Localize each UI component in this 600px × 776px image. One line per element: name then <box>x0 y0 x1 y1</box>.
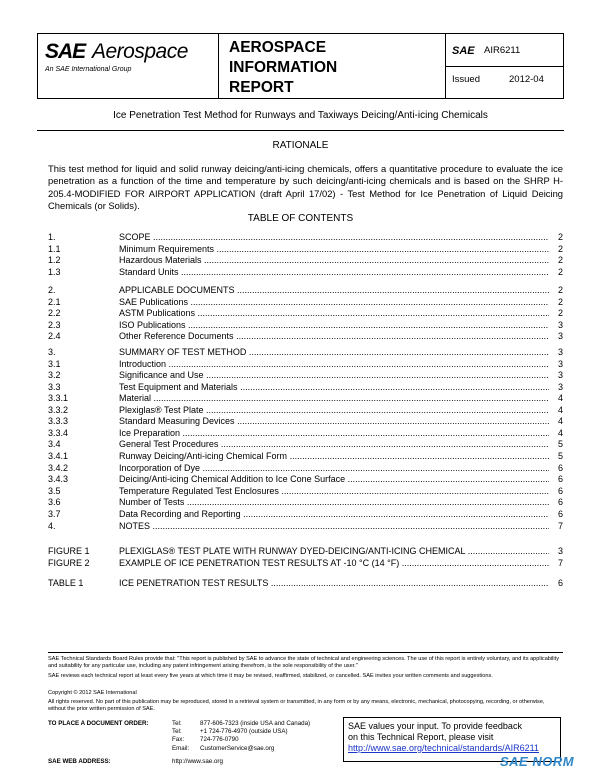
rationale-text: This test method for liquid and solid runway deicing/anti-icing chemicals, offers a quantitative procedure to evaluate the ice penetration as a function of the time and temperature by such deicing/anti-icing chemicals and is based on the SHRP H-205.4-MODIFIED FOR AIRPORT APPLICATION (draft April 17/02) - Test Method for Ice Penetration of Liquid Deicing Chemicals (or Solids). <box>48 163 563 211</box>
toc-page: 7 <box>557 521 563 531</box>
feedback-line-1: SAE values your input. To provide feedback <box>348 721 522 731</box>
tel-label: Tel: <box>172 720 182 727</box>
toc-number: 1.1 <box>48 243 61 254</box>
divider <box>37 130 564 131</box>
toc-title: Hazardous Materials ..... <box>119 254 549 266</box>
copyright: Copyright © 2012 SAE International <box>48 690 137 696</box>
toc-number: 3.5 <box>48 485 61 496</box>
toc-entry[interactable] <box>48 381 563 393</box>
toc-title: Temperature Regulated Test Enclosures ..... <box>119 485 549 497</box>
logo-subtitle: An SAE International Group <box>45 66 132 73</box>
order-label: TO PLACE A DOCUMENT ORDER: <box>48 720 149 727</box>
toc-page: 7 <box>557 557 563 568</box>
toc-page: 2 <box>557 243 563 254</box>
tel-inside: 877-606-7323 (inside USA and Canada) <box>200 720 311 727</box>
toc-entry[interactable] <box>48 358 563 370</box>
toc-title: Ice Preparation ..... <box>119 427 549 439</box>
toc-number: 3.1 <box>48 358 61 369</box>
web-address[interactable]: http://www.sae.org <box>172 758 223 765</box>
toc-number: 3.3.1 <box>48 393 69 404</box>
fax-number: 724-776-0790 <box>200 736 239 743</box>
toc-page: 3 <box>557 546 563 556</box>
toc-entry[interactable] <box>48 462 563 474</box>
toc-page: 3 <box>557 331 563 342</box>
toc-number: 3.3.2 <box>48 404 69 415</box>
feedback-line-2: on this Technical Report, please visit <box>348 732 494 742</box>
toc-number: 2.3 <box>48 319 61 330</box>
doc-info-cell <box>446 34 563 98</box>
doc-number: AIR6211 <box>484 45 521 56</box>
toc-number: 2.4 <box>48 331 61 342</box>
toc-page: 4 <box>557 416 563 427</box>
toc-entry[interactable] <box>48 508 563 520</box>
toc-number: 3.4 <box>48 439 61 450</box>
toc-page: 6 <box>557 508 563 519</box>
toc-entry[interactable] <box>48 254 563 266</box>
toc-title: Minimum Requirements ..... <box>119 243 549 255</box>
toc-number: TABLE 1 <box>48 578 84 588</box>
toc-page: 2 <box>557 285 563 295</box>
toc-entry[interactable] <box>48 520 563 532</box>
email-label: Email: <box>172 745 190 752</box>
toc-number: 3.3.4 <box>48 427 69 438</box>
toc-page: 2 <box>557 308 563 319</box>
toc-number: 3.2 <box>48 370 61 381</box>
toc-page: 2 <box>557 232 563 242</box>
rationale-heading: RATIONALE <box>272 140 329 151</box>
document-title: Ice Penetration Test Method for Runways and Taxiways Deicing/Anti-icing Chemicals <box>113 110 488 121</box>
toc-number: 3.3.3 <box>48 416 69 427</box>
sae-logo: SAE <box>45 40 86 63</box>
toc-number: 3. <box>48 347 56 357</box>
toc-page: 2 <box>557 255 563 266</box>
toc-title: Introduction ..... <box>119 358 549 370</box>
toc-entry[interactable] <box>48 450 563 462</box>
toc-page: 3 <box>557 347 563 357</box>
toc-number: 3.4.2 <box>48 462 69 473</box>
toc-page: 3 <box>557 319 563 330</box>
toc-entry[interactable] <box>48 496 563 508</box>
toc-entry[interactable] <box>48 330 563 342</box>
toc-title: EXAMPLE OF ICE PENETRATION TEST RESULTS AT -10 °C (14 °F) ..... <box>119 557 549 569</box>
toc-title: Material ..... <box>119 392 549 404</box>
toc-title: Plexiglas® Test Plate ..... <box>119 404 549 416</box>
toc-page: 4 <box>557 404 563 415</box>
board-rules: SAE Technical Standards Board Rules provide that: "This report is published by SAE to advance the state of technical and engineering sciences. The use of this report is entirely voluntary, and its applicability and suitability for any particular use, including any patent infringement arising therefrom, is the sole responsibility of the user." <box>48 656 559 669</box>
toc-page: 3 <box>557 370 563 381</box>
toc-number: 3.6 <box>48 497 61 508</box>
toc-heading: TABLE OF CONTENTS <box>247 213 354 224</box>
toc-title: ASTM Publications ..... <box>119 307 549 319</box>
toc-page: 2 <box>557 296 563 307</box>
review-notice: SAE reviews each technical report at least every five years at which time it may be revised, reaffirmed, stabilized, or cancelled. SAE invites your written comments and suggestions. <box>48 673 493 679</box>
toc-page: 5 <box>557 439 563 450</box>
toc-title: General Test Procedures ..... <box>119 438 549 450</box>
issued-date: 2012-04 <box>509 74 544 85</box>
toc-title: Other Reference Documents ..... <box>119 330 549 342</box>
toc-entry[interactable] <box>48 319 563 331</box>
toc-entry[interactable] <box>48 415 563 427</box>
toc-title: Number of Tests ..... <box>119 496 549 508</box>
toc-number: 1.3 <box>48 266 61 277</box>
toc-page: 3 <box>557 381 563 392</box>
toc-page: 4 <box>557 427 563 438</box>
toc-number: 3.4.3 <box>48 474 69 485</box>
toc-number: 3.3 <box>48 381 61 392</box>
toc-title: Data Recording and Reporting ..... <box>119 508 549 520</box>
toc-title: Standard Measuring Devices ..... <box>119 415 549 427</box>
toc-title: ICE PENETRATION TEST RESULTS ..... <box>119 577 549 589</box>
toc-title: PLEXIGLAS® TEST PLATE WITH RUNWAY DYED-DEICING/ANTI-ICING CHEMICAL ..... <box>119 545 549 557</box>
toc-page: 6 <box>557 462 563 473</box>
toc-title: SCOPE ..... <box>119 231 549 243</box>
toc-page: 6 <box>557 578 563 588</box>
toc-number: FIGURE 1 <box>48 546 90 556</box>
toc-number: 4. <box>48 521 56 531</box>
toc-entry[interactable] <box>48 231 563 243</box>
toc-title: ISO Publications ..... <box>119 319 549 331</box>
header-box <box>37 33 564 99</box>
toc-page: 6 <box>557 497 563 508</box>
toc-entry[interactable] <box>48 346 563 358</box>
logo-cell <box>38 34 219 98</box>
toc-number: FIGURE 2 <box>48 557 90 568</box>
toc-number: 3.4.1 <box>48 450 69 461</box>
toc-entry[interactable] <box>48 296 563 308</box>
toc-title: SUMMARY OF TEST METHOD ..... <box>119 346 549 358</box>
toc-entry[interactable] <box>48 266 563 278</box>
toc-entry[interactable] <box>48 577 563 589</box>
footer-divider <box>48 652 563 653</box>
sae-mark: SAE <box>452 45 475 57</box>
toc-number: 2.1 <box>48 296 61 307</box>
toc-title: Standard Units ..... <box>119 266 549 278</box>
toc-number: 1. <box>48 232 56 242</box>
toc-entry[interactable] <box>48 284 563 296</box>
toc-entry[interactable] <box>48 404 563 416</box>
rights-notice: All rights reserved. No part of this publication may be reproduced, stored in a retrieval system or transmitted, in any form or by any means, electronic, mechanical, photocopying, recording, or otherwise, without the prior written permission of SAE. <box>48 699 545 712</box>
report-type-cell <box>219 34 446 98</box>
watermark: SAE NORM <box>500 754 575 769</box>
toc-entry[interactable] <box>48 545 563 557</box>
issued-label: Issued <box>452 74 480 85</box>
toc-title: Significance and Use ..... <box>119 369 549 381</box>
toc-page: 5 <box>557 450 563 461</box>
toc-title: Incorporation of Dye ..... <box>119 462 549 474</box>
report-type: AEROSPACE INFORMATION REPORT <box>229 39 338 96</box>
toc-entry[interactable] <box>48 473 563 485</box>
toc-title: SAE Publications ..... <box>119 296 549 308</box>
tel2-label: Tel: <box>172 728 182 735</box>
toc-entry[interactable] <box>48 438 563 450</box>
web-label: SAE WEB ADDRESS: <box>48 758 111 765</box>
toc-entry[interactable] <box>48 485 563 497</box>
aerospace-logo: Aerospace <box>92 40 188 63</box>
toc-page: 6 <box>557 474 563 485</box>
toc-title: Test Equipment and Materials ..... <box>119 381 549 393</box>
toc-entry[interactable] <box>48 392 563 404</box>
toc-page: 2 <box>557 266 563 277</box>
fax-label: Fax: <box>172 736 185 743</box>
toc-number: 3.7 <box>48 508 61 519</box>
toc-entry[interactable] <box>48 307 563 319</box>
toc-entry[interactable] <box>48 243 563 255</box>
toc-number: 2.2 <box>48 308 61 319</box>
email-address[interactable]: CustomerService@sae.org <box>200 745 275 752</box>
toc-entry[interactable] <box>48 557 563 569</box>
toc-page: 3 <box>557 358 563 369</box>
toc-title: Deicing/Anti-icing Chemical Addition to Ice Cone Surface ..... <box>119 473 549 485</box>
toc-title: Runway Deicing/Anti-icing Chemical Form ..... <box>119 450 549 462</box>
toc-number: 1.2 <box>48 255 61 266</box>
toc-entry[interactable] <box>48 369 563 381</box>
toc-title: APPLICABLE DOCUMENTS ..... <box>119 284 549 296</box>
toc-number: 2. <box>48 285 56 295</box>
toc-entry[interactable] <box>48 427 563 439</box>
feedback-link[interactable]: http://www.sae.org/technical/standards/AIR6211 <box>348 743 539 753</box>
toc-page: 6 <box>557 485 563 496</box>
toc-title: NOTES ..... <box>119 520 549 532</box>
toc-page: 4 <box>557 393 563 404</box>
tel-outside: +1 724-776-4970 (outside USA) <box>200 728 288 735</box>
